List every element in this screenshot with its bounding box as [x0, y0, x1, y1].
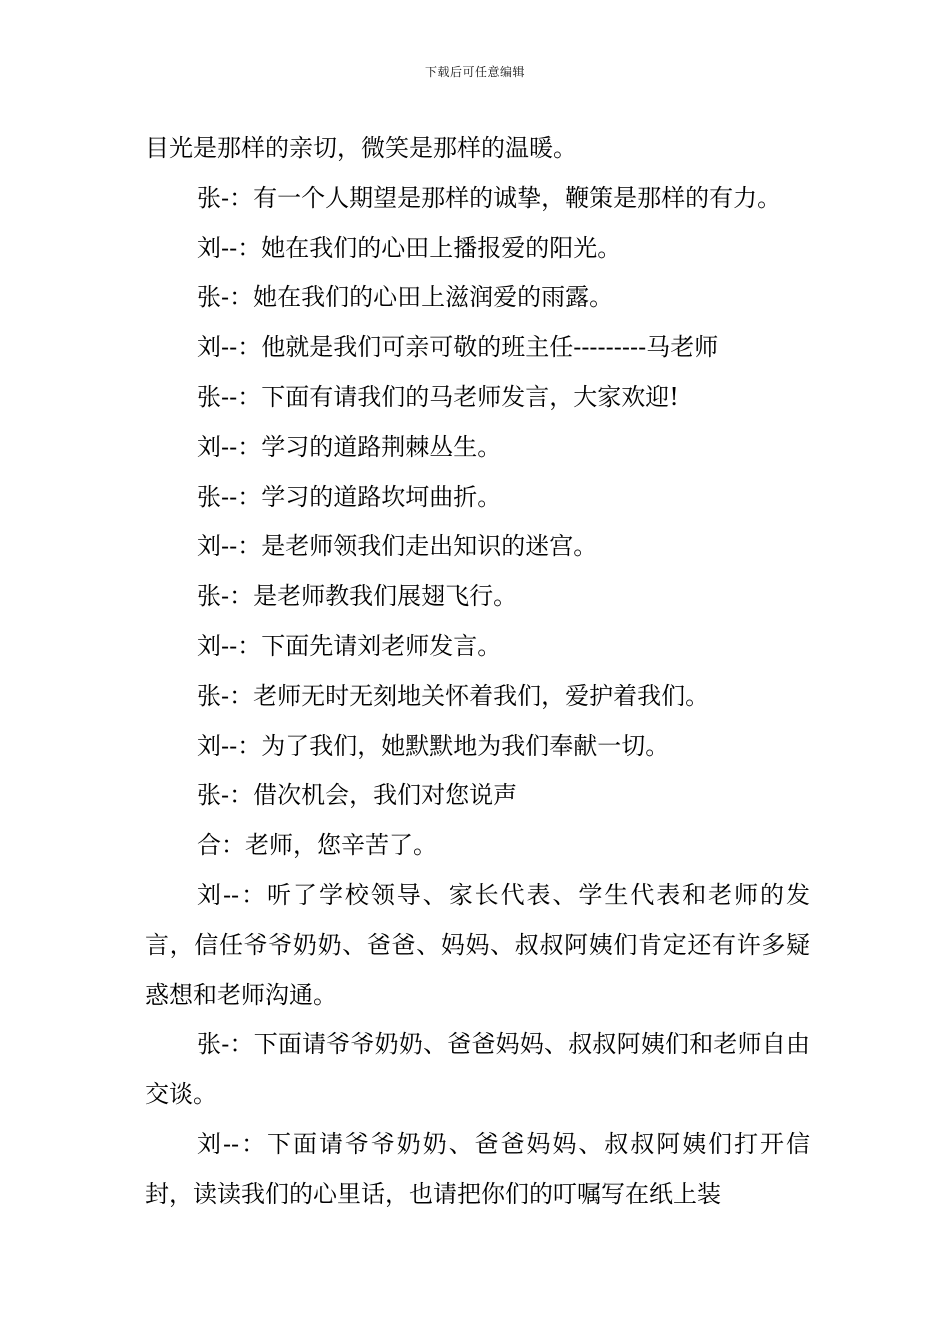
dialogue-line: 张-：下面请爷爷奶奶、爸爸妈妈、叔叔阿姨们和老师自由交谈。	[145, 1030, 810, 1109]
dialogue-line: 刘--：下面请爷爷奶奶、爸爸妈妈、叔叔阿姨们打开信封，读读我们的心里话，也请把你们的叮嘱写在纸上装	[145, 1129, 810, 1208]
dialogue-line: 刘--：为了我们，她默默地为我们奉献一切。	[197, 731, 670, 760]
dialogue-line: 张-：借次机会，我们对您说声	[197, 781, 518, 810]
dialogue-line: 张--：下面有请我们的马老师发言，大家欢迎!	[197, 382, 679, 411]
paragraph: 目光是那样的亲切，微笑是那样的温暖。	[145, 134, 577, 162]
dialogue-line: 刘--：他就是我们可亲可敬的班主任---------马老师	[197, 333, 719, 362]
dialogue-line: 刘--：她在我们的心田上播报爱的阳光。	[197, 233, 622, 262]
dialogue-line: 刘--：下面先请刘老师发言。	[197, 631, 502, 660]
dialogue-line: 刘--：听了学校领导、家长代表、学生代表和老师的发言，信任爷爷奶奶、爸爸、妈妈、叔叔阿姨们肯定还有许多疑惑想和老师沟通。	[145, 880, 810, 1009]
page-header: 下载后可任意编辑	[424, 65, 525, 79]
dialogue-line: 刘--：学习的道路荆棘丛生。	[197, 432, 502, 461]
dialogue-line: 合：老师，您辛苦了。	[197, 831, 437, 860]
dialogue-line: 刘--：是老师领我们走出知识的迷宫。	[197, 532, 598, 561]
dialogue-line: 张-：她在我们的心田上滋润爱的雨露。	[197, 283, 614, 312]
dialogue-line: 张-：有一个人期望是那样的诚挚，鞭策是那样的有力。	[197, 183, 782, 212]
dialogue-line: 张-：老师无时无刻地关怀着我们，爱护着我们。	[197, 681, 710, 710]
dialogue-line: 张--：学习的道路坎坷曲折。	[197, 482, 502, 511]
document-body	[145, 124, 810, 1220]
dialogue-line: 张-：是老师教我们展翅飞行。	[197, 582, 518, 611]
